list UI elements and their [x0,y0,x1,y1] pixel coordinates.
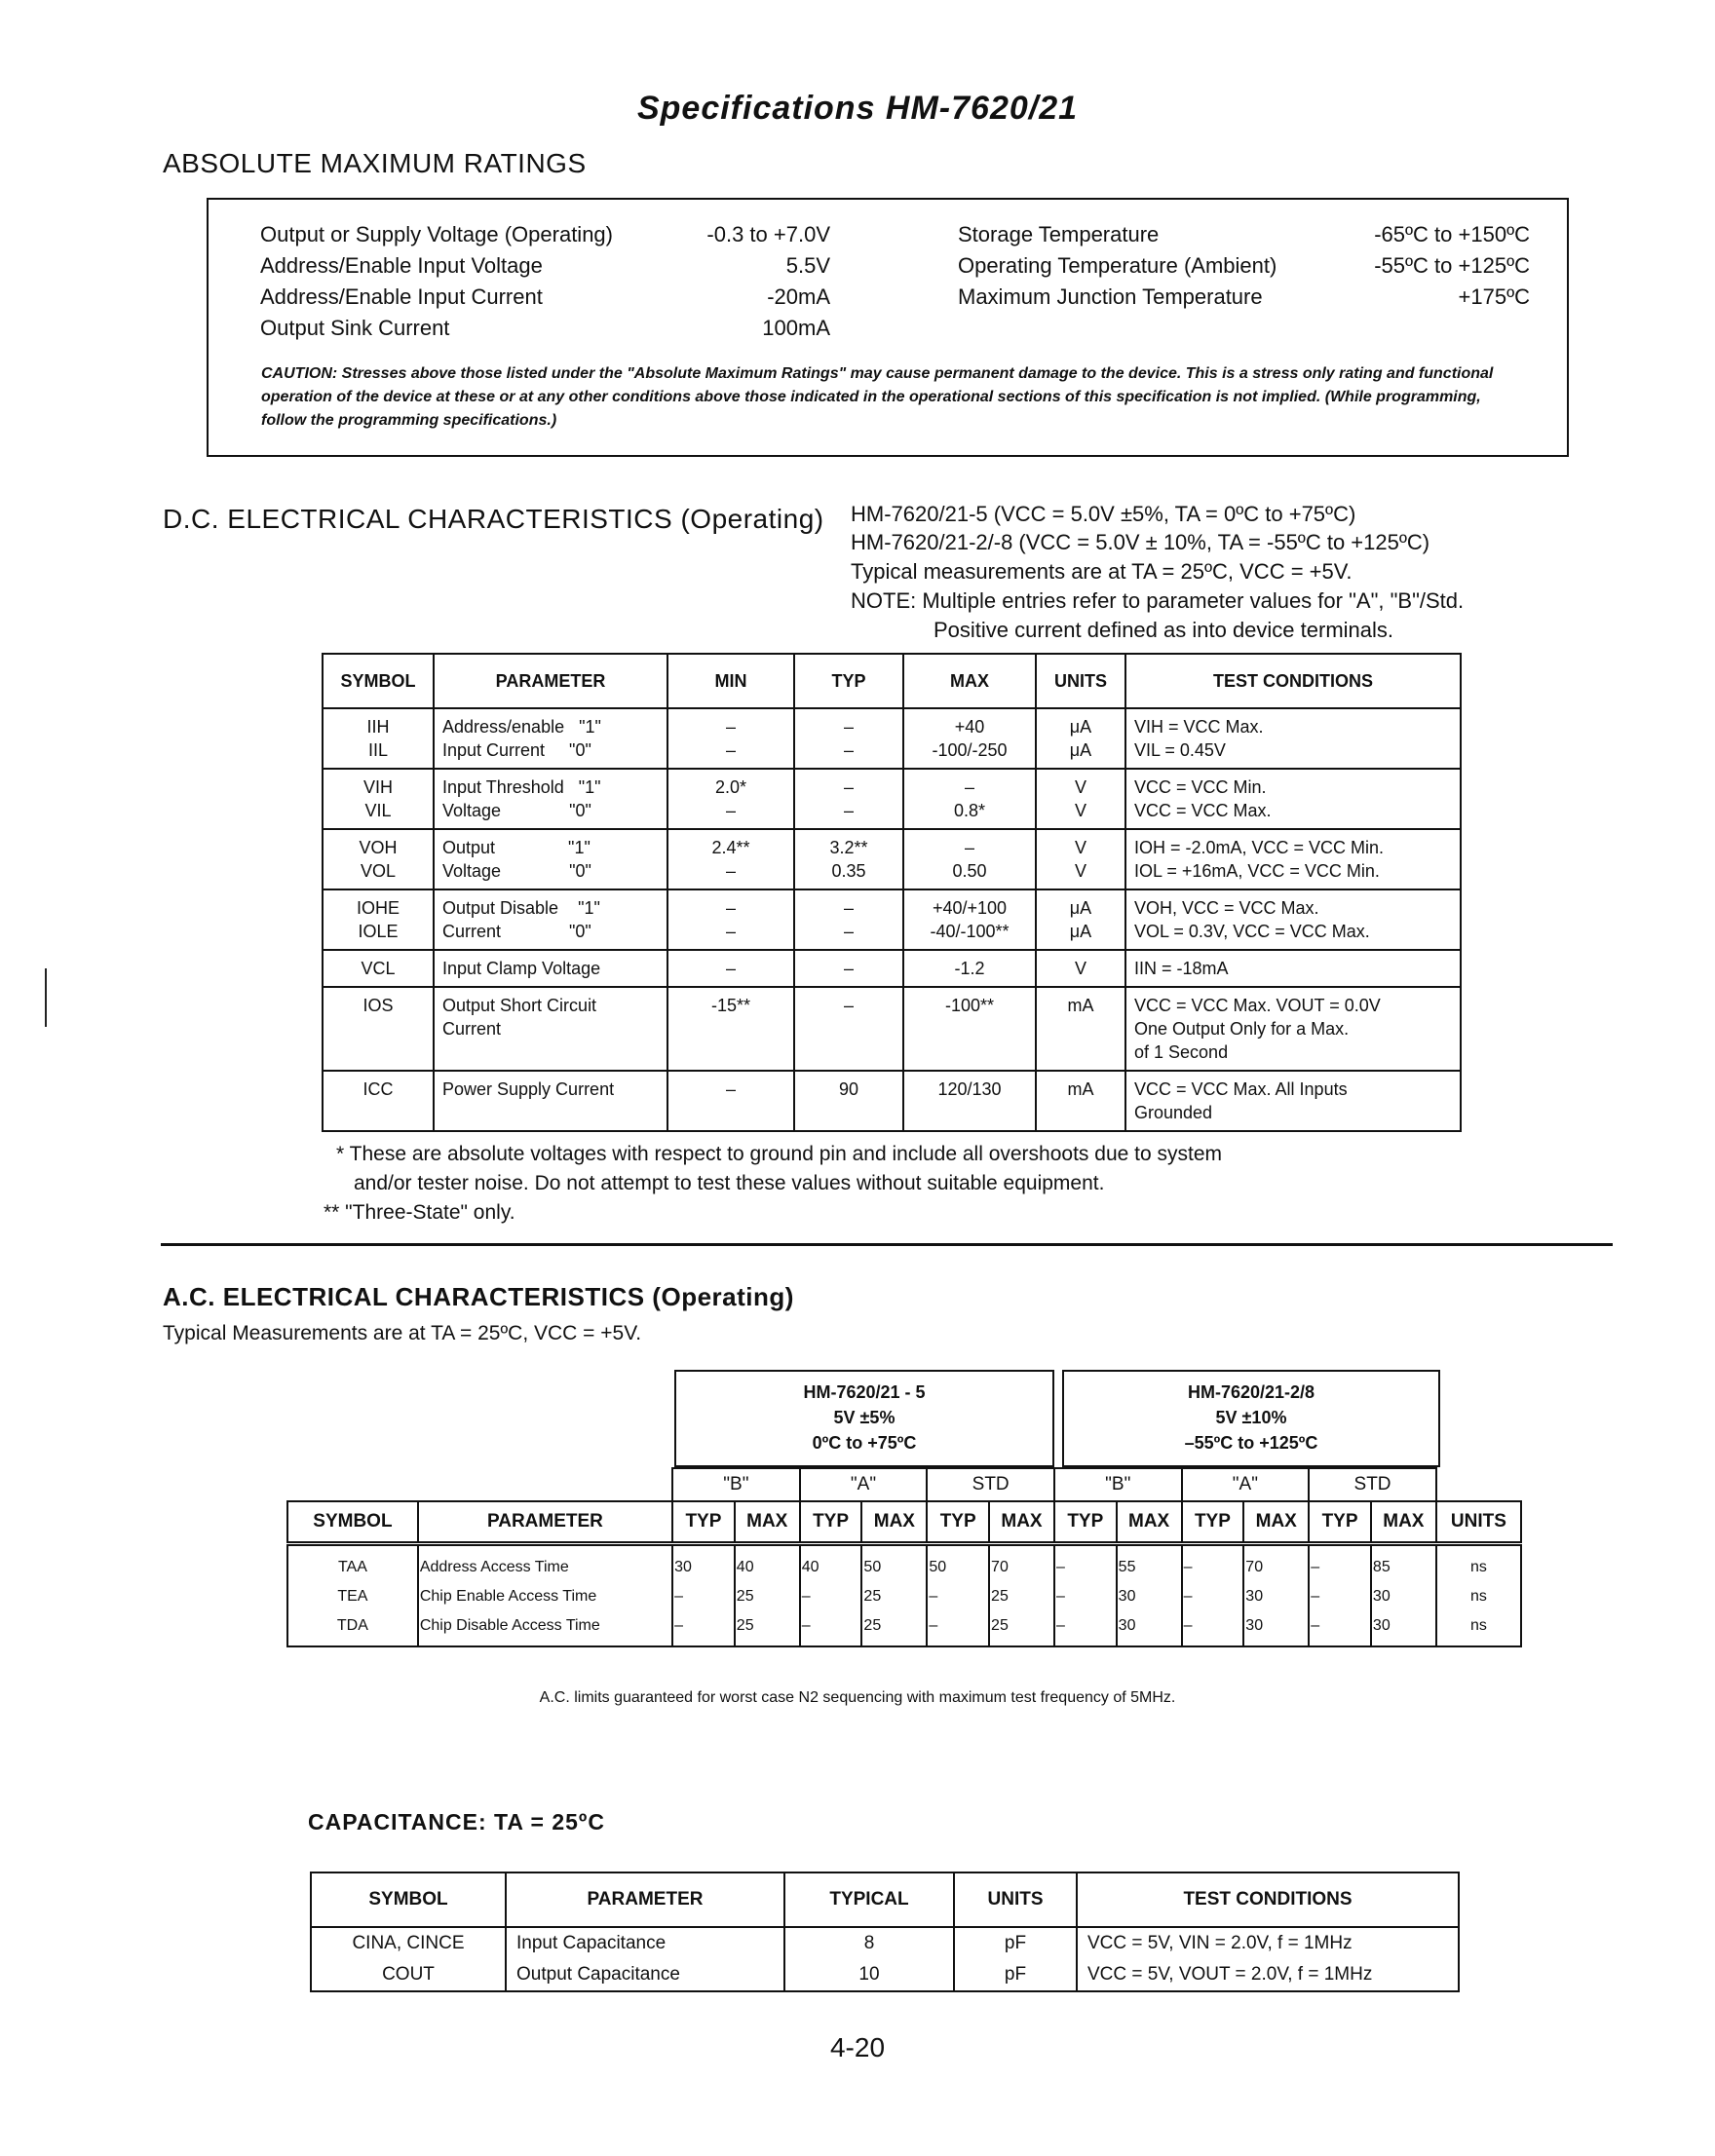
dc-col-max: MAX [903,654,1036,708]
ac-col-max: MAX [861,1501,927,1544]
amr-value: -55ºC to +125ºC [1374,253,1530,278]
page-title: Specifications HM-7620/21 [636,90,1079,127]
ac-group1-line: 5V ±5% [833,1408,896,1427]
cap-cell-symbol: COUT [311,1959,506,1991]
ac-subheading: Typical Measurements are at TA = 25ºC, VCC = +5V. [163,1322,642,1344]
dc-cell-line: – [964,838,974,857]
dc-footnote: and/or tester noise. Do not attempt to test these values without suitable equipment. [354,1172,1105,1194]
dc-cell-line: – [964,777,974,797]
ac-cell-value: 30 [1117,1611,1182,1646]
dc-cell-line: VIL = 0.45V [1134,740,1226,760]
dc-cell-line: – [843,740,854,760]
dc-note: Positive current defined as into device terminals. [934,618,1394,642]
cap-cell-typ: 10 [784,1959,954,1991]
dc-cell-line: – [725,717,736,737]
ac-cell-value: 30 [1243,1611,1309,1646]
dc-col-units: UNITS [1036,654,1125,708]
cap-col-symbol: SYMBOL [311,1872,506,1927]
dc-cell-line: Output Disable "1" [442,898,600,918]
cap-cell-units: pF [954,1959,1077,1991]
ac-cell-value: 30 [1371,1611,1436,1646]
amr-label: Operating Temperature (Ambient) [958,253,1277,278]
dc-cell-line: 2.0* [714,777,747,797]
dc-condition: HM-7620/21-5 (VCC = 5.0V ±5%, TA = 0ºC to +75ºC) [851,502,1356,526]
cap-cell-param: Input Capacitance [506,1927,784,1959]
ac-group1-line: HM-7620/21 - 5 [803,1382,926,1402]
ac-cell-parameter: Chip Enable Access Time [418,1582,672,1611]
dc-cell-line: 0.50 [952,861,987,881]
dc-cell-min [667,769,794,829]
ac-grade: STD [1309,1468,1436,1501]
dc-cell-cond [1125,829,1461,889]
dc-cell-typ [794,889,903,950]
cap-col-test-conditions: TEST CONDITIONS [1077,1872,1459,1927]
ac-cell-value: – [1054,1611,1117,1646]
dc-cell-line: Power Supply Current [442,1079,615,1099]
ac-col-typ: TYP [1309,1501,1371,1544]
cap-header-row [311,1872,1459,1927]
page-number: 4-20 [829,2032,886,2062]
ac-cell-value: – [1182,1544,1244,1583]
ac-table [286,1467,1522,1647]
dc-cell-line: – [843,777,854,797]
dc-cell-param [434,708,667,769]
dc-cell-line: 0.35 [831,861,866,881]
dc-cell-max [903,950,1036,987]
dc-cell-typ [794,1071,903,1131]
dc-row [323,829,1461,889]
ac-col-symbol: SYMBOL [287,1501,418,1544]
amr-value: -65ºC to +150ºC [1374,222,1530,246]
dc-header-row [323,654,1461,708]
cap-cell-symbol: CINA, CINCE [311,1927,506,1959]
ac-col-max: MAX [989,1501,1054,1544]
dc-cell-line: 90 [838,1079,859,1099]
ac-cell-value: – [1054,1544,1117,1583]
amr-label: Output Sink Current [260,316,450,340]
dc-cell-line: VCC = VCC Max. VOUT = 0.0V [1134,996,1381,1015]
ac-cell-value: 25 [861,1611,927,1646]
ac-header-row [287,1501,1521,1544]
dc-cell-line: IOHE [356,898,400,918]
dc-note: NOTE: Multiple entries refer to parameter values for "A", "B"/Std. [851,588,1465,613]
dc-cell-typ [794,829,903,889]
dc-cell-units [1036,987,1125,1071]
dc-cell-cond [1125,1071,1461,1131]
dc-cell-line: Current [442,1019,502,1039]
ac-grade: "B" [1054,1468,1182,1501]
dc-cell-line: Input Clamp Voltage [442,959,601,978]
ac-cell-value: 25 [989,1582,1054,1611]
dc-cell-line: Input Current "0" [442,740,591,760]
ac-cell-value: 25 [735,1611,800,1646]
dc-cell-line: VCC = VCC Min. [1134,777,1267,797]
ac-cell-value: 25 [989,1611,1054,1646]
dc-cell-line: 0.8* [953,801,986,820]
ac-cell-value: 85 [1371,1544,1436,1583]
dc-col-parameter: PARAMETER [434,654,667,708]
dc-cell-line: – [843,922,854,941]
dc-cell-line: – [843,959,854,978]
dc-row [323,708,1461,769]
dc-cell-param [434,1071,667,1131]
ac-group2-line: –55ºC to +125ºC [1184,1433,1318,1453]
ac-cell-value: – [800,1611,862,1646]
ac-group2-line: HM-7620/21-2/8 [1187,1382,1315,1402]
amr-value: 100mA [762,316,830,340]
dc-cell-max [903,769,1036,829]
ac-cell-value: – [927,1582,989,1611]
dc-cell-cond [1125,950,1461,987]
dc-cell-line: μA [1069,717,1092,737]
dc-row [323,889,1461,950]
dc-cell-line: IOL = +16mA, VCC = VCC Min. [1134,861,1380,881]
dc-cell-cond [1125,769,1461,829]
cap-cell-typ: 8 [784,1927,954,1959]
abs-max-heading: ABSOLUTE MAXIMUM RATINGS [163,148,587,178]
dc-cell-line: – [843,717,854,737]
cap-cell-param: Output Capacitance [506,1959,784,1991]
dc-cell-param [434,950,667,987]
dc-cell-line: – [725,922,736,941]
amr-label: Storage Temperature [958,222,1160,246]
amr-label: Maximum Junction Temperature [958,284,1263,309]
ac-cell-value: – [1309,1611,1371,1646]
ac-cell-value: – [1182,1582,1244,1611]
dc-cell-line: IIN = -18mA [1134,959,1229,978]
ac-cell-parameter: Chip Disable Access Time [418,1611,672,1646]
ac-row [287,1544,1521,1583]
amr-value: +175ºC [1458,284,1530,309]
dc-cell-symbol [323,708,434,769]
dc-cell-line: Voltage "0" [442,801,591,820]
ac-cell-value: – [672,1611,735,1646]
dc-cell-line: Output Short Circuit [442,996,597,1015]
ac-grade: "A" [1182,1468,1310,1501]
cap-heading: CAPACITANCE: TA = 25ºC [308,1809,605,1834]
ac-col-typ: TYP [672,1501,735,1544]
dc-condition: HM-7620/21-2/-8 (VCC = 5.0V ± 10%, TA = -55ºC to +125ºC) [851,530,1430,554]
ac-col-max: MAX [1117,1501,1182,1544]
dc-cell-max [903,987,1036,1071]
dc-cell-line: VOL [360,861,397,881]
dc-row [323,950,1461,987]
cap-col-typical: TYPICAL [784,1872,954,1927]
dc-cell-cond [1125,889,1461,950]
dc-footnote: * These are absolute voltages with respect to ground pin and include all overshoots due to system [336,1143,1222,1165]
dc-cell-units [1036,1071,1125,1131]
ac-cell-value: 30 [1243,1582,1309,1611]
cap-row [311,1959,1459,1991]
ac-group-header [674,1370,1054,1467]
dc-cell-line: – [725,959,736,978]
dc-cell-symbol [323,987,434,1071]
dc-cell-line: -100/-250 [932,740,1008,760]
dc-cell-line: IOH = -2.0mA, VCC = VCC Min. [1134,838,1385,857]
dc-cell-line: Address/enable "1" [442,717,601,737]
dc-cell-line: V [1074,777,1086,797]
dc-cell-units [1036,829,1125,889]
ac-cell-value: 70 [1243,1544,1309,1583]
dc-cell-max [903,1071,1036,1131]
dc-cell-typ [794,950,903,987]
dc-condition: Typical measurements are at TA = 25ºC, VCC = +5V. [851,559,1353,584]
dc-cell-line: – [725,861,736,881]
dc-cell-max [903,889,1036,950]
ac-cell-value: – [1309,1544,1371,1583]
dc-cell-units [1036,769,1125,829]
ac-grade: "B" [672,1468,800,1501]
dc-col-symbol: SYMBOL [323,654,434,708]
dc-cell-line: μA [1069,898,1092,918]
ac-cell-value: – [1182,1611,1244,1646]
dc-cell-param [434,889,667,950]
dc-row [323,769,1461,829]
dc-cell-line: V [1074,801,1086,820]
caution-note: CAUTION: Stresses above those listed under the "Absolute Maximum Ratings" may cause permanent damage to the device. This is a stress only rating and functional operation of the device at these or at any other conditions above those indicated in the operational sections of this specification is not implied. (While programming, follow the programming specifications.) [261,365,1494,429]
dc-col-test-conditions: TEST CONDITIONS [1125,654,1461,708]
ac-cell-value: 70 [989,1544,1054,1583]
ac-grade: "A" [800,1468,928,1501]
amr-value: 5.5V [785,253,830,278]
dc-cell-line: Output "1" [442,838,591,857]
dc-cell-line: IIH [366,717,390,737]
dc-cell-line: of 1 Second [1134,1042,1229,1062]
dc-cell-symbol [323,829,434,889]
ac-cell-value: 30 [1117,1582,1182,1611]
dc-cell-param [434,987,667,1071]
dc-cell-line: VCC = VCC Max. All Inputs [1134,1079,1348,1099]
ac-cell-value: 25 [735,1582,800,1611]
ac-heading: A.C. ELECTRICAL CHARACTERISTICS (Operating) [163,1282,794,1311]
ac-cell-units: ns [1436,1611,1521,1646]
dc-cell-line: VOL = 0.3V, VCC = VCC Max. [1134,922,1370,941]
ac-cell-value: 50 [861,1544,927,1583]
dc-cell-line: – [843,801,854,820]
dc-cell-line: mA [1067,1079,1094,1099]
dc-cell-line: +40 [954,717,985,737]
cap-col-units: UNITS [954,1872,1077,1927]
dc-cell-line: -15** [710,996,751,1015]
ac-cell-value: – [1054,1582,1117,1611]
dc-cell-line: Grounded [1134,1103,1213,1122]
dc-cell-line: 3.2** [829,838,868,857]
dc-cell-line: – [725,740,736,760]
dc-cell-line: – [725,898,736,918]
amr-label: Address/Enable Input Voltage [260,253,543,278]
dc-heading: D.C. ELECTRICAL CHARACTERISTICS (Operating) [163,504,824,534]
amr-value: -20mA [767,284,830,309]
ac-group1-line: 0ºC to +75ºC [812,1433,917,1453]
dc-cell-line: 2.4** [711,838,750,857]
dc-cell-line: μA [1069,922,1092,941]
ac-cell-value: 30 [672,1544,735,1583]
ac-cell-symbol: TDA [287,1611,418,1646]
dc-col-typ: TYP [794,654,903,708]
dc-cell-min [667,1071,794,1131]
dc-cell-line: IOLE [358,922,399,941]
ac-note: A.C. limits guaranteed for worst case N2 sequencing with maximum test frequency of 5MHz. [539,1689,1176,1706]
dc-cell-symbol [323,950,434,987]
ac-col-typ: TYP [927,1501,989,1544]
dc-cell-line: – [843,996,854,1015]
ac-row [287,1611,1521,1646]
dc-cell-units [1036,950,1125,987]
dc-cell-line: +40/+100 [932,898,1008,918]
ac-cell-value: – [927,1611,989,1646]
ac-cell-value: 55 [1117,1544,1182,1583]
dc-cell-min [667,950,794,987]
cap-table [310,1872,1460,1992]
amr-label: Address/Enable Input Current [260,284,543,309]
dc-cell-line: VOH, VCC = VCC Max. [1134,898,1319,918]
dc-cell-line: – [725,1079,736,1099]
ac-group-header [1062,1370,1440,1467]
ac-cell-value: 30 [1371,1582,1436,1611]
ac-col-typ: TYP [1182,1501,1244,1544]
ac-col-max: MAX [1371,1501,1436,1544]
ac-blank [287,1468,672,1501]
dc-cell-line: μA [1069,740,1092,760]
dc-cell-max [903,829,1036,889]
ac-col-units: UNITS [1436,1501,1521,1544]
dc-cell-symbol [323,889,434,950]
dc-cell-typ [794,987,903,1071]
ac-col-max: MAX [735,1501,800,1544]
dc-cell-line: – [725,801,736,820]
dc-cell-min [667,708,794,769]
dc-cell-min [667,829,794,889]
dc-cell-line: IOS [362,996,394,1015]
dc-cell-units [1036,708,1125,769]
ac-group2-line: 5V ±10% [1215,1408,1287,1427]
ac-col-parameter: PARAMETER [418,1501,672,1544]
section-divider [161,1243,1613,1246]
ac-col-typ: TYP [800,1501,862,1544]
dc-cell-line: -40/-100** [930,922,1010,941]
ac-cell-value: 25 [861,1582,927,1611]
dc-cell-line: VCL [361,959,396,978]
ac-cell-units: ns [1436,1582,1521,1611]
dc-cell-line: IIL [367,740,388,760]
dc-cell-param [434,769,667,829]
dc-cell-line: V [1074,959,1086,978]
dc-cell-line: Voltage "0" [442,861,591,881]
dc-cell-line: VCC = VCC Max. [1134,801,1272,820]
dc-cell-line: V [1074,838,1086,857]
dc-footnote: ** "Three-State" only. [324,1201,515,1224]
ac-cell-value: – [800,1582,862,1611]
dc-cell-symbol [323,769,434,829]
ac-cell-parameter: Address Access Time [418,1544,672,1583]
dc-col-min: MIN [667,654,794,708]
dc-row [323,1071,1461,1131]
ac-cell-value: 50 [927,1544,989,1583]
ac-col-typ: TYP [1054,1501,1117,1544]
ac-cell-value: – [1309,1582,1371,1611]
cap-cell-cond: VCC = 5V, VOUT = 2.0V, f = 1MHz [1077,1959,1459,1991]
margin-mark [45,968,47,1027]
dc-cell-line: -1.2 [954,959,985,978]
ac-row [287,1582,1521,1611]
dc-cell-line: VIH = VCC Max. [1134,717,1264,737]
ac-cell-units: ns [1436,1544,1521,1583]
ac-blank [1436,1468,1521,1501]
dc-table [322,653,1462,1132]
dc-cell-line: – [843,898,854,918]
dc-cell-line: Input Threshold "1" [442,777,601,797]
dc-cell-max [903,708,1036,769]
dc-cell-line: One Output Only for a Max. [1134,1019,1350,1039]
dc-row [323,987,1461,1071]
dc-cell-typ [794,769,903,829]
ac-col-max: MAX [1243,1501,1309,1544]
ac-grade-row [287,1468,1521,1501]
dc-cell-line: 120/130 [937,1079,1002,1099]
dc-cell-min [667,889,794,950]
dc-cell-symbol [323,1071,434,1131]
ac-cell-value: – [672,1582,735,1611]
dc-cell-line: ICC [362,1079,394,1099]
dc-cell-line: -100** [944,996,995,1015]
amr-value: -0.3 to +7.0V [706,222,830,246]
dc-cell-line: VIL [364,801,392,820]
ac-cell-symbol: TAA [287,1544,418,1583]
dc-cell-line: mA [1067,996,1094,1015]
cap-col-parameter: PARAMETER [506,1872,784,1927]
dc-cell-line: VIH [362,777,393,797]
dc-cell-line: Current "0" [442,922,591,941]
ac-grade: STD [927,1468,1054,1501]
dc-cell-typ [794,708,903,769]
dc-cell-min [667,987,794,1071]
ac-cell-value: 40 [735,1544,800,1583]
dc-cell-line: VOH [359,838,398,857]
dc-cell-units [1036,889,1125,950]
dc-cell-cond [1125,708,1461,769]
dc-cell-line: V [1074,861,1086,881]
cap-cell-cond: VCC = 5V, VIN = 2.0V, f = 1MHz [1077,1927,1459,1959]
ac-cell-value: 40 [800,1544,862,1583]
dc-cell-param [434,829,667,889]
cap-row [311,1927,1459,1959]
ac-cell-symbol: TEA [287,1582,418,1611]
amr-label: Output or Supply Voltage (Operating) [260,222,613,246]
dc-cell-cond [1125,987,1461,1071]
cap-cell-units: pF [954,1927,1077,1959]
